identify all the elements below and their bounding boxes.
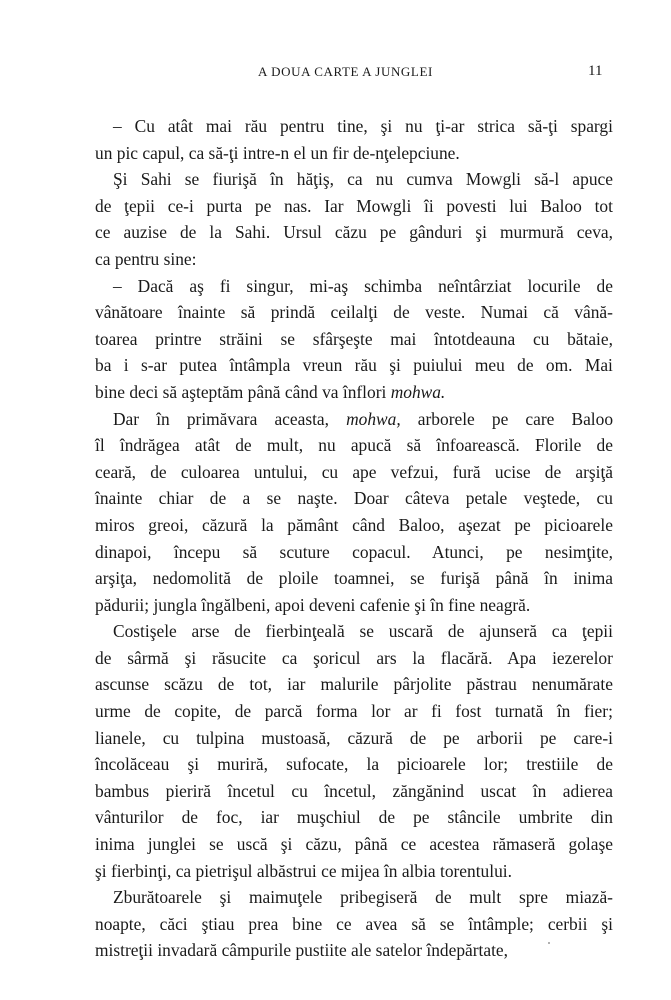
text-line: şi fierbinţi, ca pietrişul albăstrui ce mijea în albia torentului.: [95, 860, 512, 881]
text-line: pădurii; jungla îngălbeni, apoi deveni cafenie şi în fine neagră.: [95, 594, 531, 615]
text-line: inima junglei se uscă şi căzu, până ce acestea rămaseră golaşe: [95, 834, 613, 855]
text-line: toarea printre străini se sfârşeşte mai întotdeauna cu bătaie,: [95, 328, 613, 349]
text-line: vânătoare înainte să prindă ceilalţi de veste. Numai că vână-: [95, 302, 613, 323]
text-line: un pic capul, ca să-ţi intre-n el un fir de-nţelepciune.: [95, 142, 460, 163]
paragraph: [95, 406, 613, 619]
paragraph: [95, 113, 613, 166]
running-title: A DOUA CARTE A JUNGLEI: [258, 64, 433, 79]
print-speck: [548, 942, 550, 944]
text-line: bambus pieriră încetul cu încetul, zăngănind uscat în adierea: [95, 780, 613, 801]
text-line: ce auzise de la Sahi. Ursul căzu pe gânduri şi murmură ceva,: [95, 222, 613, 243]
text-line: de ţepii ce-i purta pe nas. Iar Mowgli îi povesti lui Baloo tot: [95, 195, 613, 216]
text-line: îl îndrăgea atât de mult, nu apucă să înfoarească. Florile de: [95, 435, 613, 456]
text-line: noapte, căci ştiau prea bine ce avea să se întâmple; cerbii şi: [95, 913, 613, 934]
text-line: – Dacă aş fi singur, mi-aş schimba neîntârziat locurile de: [113, 275, 613, 296]
text-line: de sârmă şi răsucite ca şoricul ars la flacără. Apa iezerelor: [95, 647, 613, 668]
text-line: arşiţa, nedomolită de ploile toamnei, se furişă până în inima: [95, 568, 613, 589]
paragraph: [95, 166, 613, 272]
text-line: vânturilor de foc, iar muşchiul de pe stâncile umbrite din: [95, 807, 613, 828]
text-line: ceară, de culoarea untului, cu ape vefzui, fură ucise de arşiţă: [95, 461, 614, 482]
text-line: ba i s-ar putea întâmpla vreun rău şi puiului meu de om. Mai: [95, 355, 613, 376]
text-line: încolăceau şi muriră, sufocate, la picioarele lor; trestiile de: [95, 754, 613, 775]
page-number: 11: [588, 63, 603, 79]
text-line: înainte chiar de a se naşte. Doar câteva petale veştede, cu: [95, 488, 613, 509]
body-text: [95, 113, 613, 964]
paragraph: [95, 273, 613, 406]
text-line: dinapoi, începu să scuture copacul. Atunci, pe nesimţite,: [95, 541, 614, 562]
text-line: Dar în primăvara aceasta, mohwa, arborele pe care Baloo: [113, 408, 614, 429]
text-line: miros greoi, căzură la pământ când Baloo, aşezat pe picioarele: [95, 514, 613, 535]
text-line: Şi Sahi se fiurişă în hăţiş, ca nu cumva Mowgli să-l apuce: [113, 169, 613, 190]
text-line: ascunse scăzu de tot, iar malurile pârjolite păstrau nenumărate: [95, 674, 613, 695]
text-line: ca pentru sine:: [95, 248, 197, 269]
paragraph: [95, 618, 613, 884]
text-line: lianele, cu tulpina mustoasă, căzură de pe arborii pe care-i: [95, 727, 613, 748]
running-header: [0, 64, 671, 84]
text-line: Costişele arse de fierbinţeală se uscară de ajunseră ca ţepii: [113, 621, 613, 642]
text-line: urme de copite, de parcă forma lor ar fi fost turnată în fier;: [95, 701, 613, 722]
paragraph: [95, 884, 613, 964]
text-line: mistreţii invadară câmpurile pustiite ale satelor îndepărtate,: [95, 940, 508, 961]
text-line: bine deci să aşteptăm până când va înflori mohwa.: [95, 381, 446, 402]
text-line: Zburătoarele şi maimuţele pribegiseră de mult spre miază-: [113, 887, 613, 908]
text-line: – Cu atât mai rău pentru tine, şi nu ţi-ar strica să-ţi spargi: [113, 116, 613, 136]
